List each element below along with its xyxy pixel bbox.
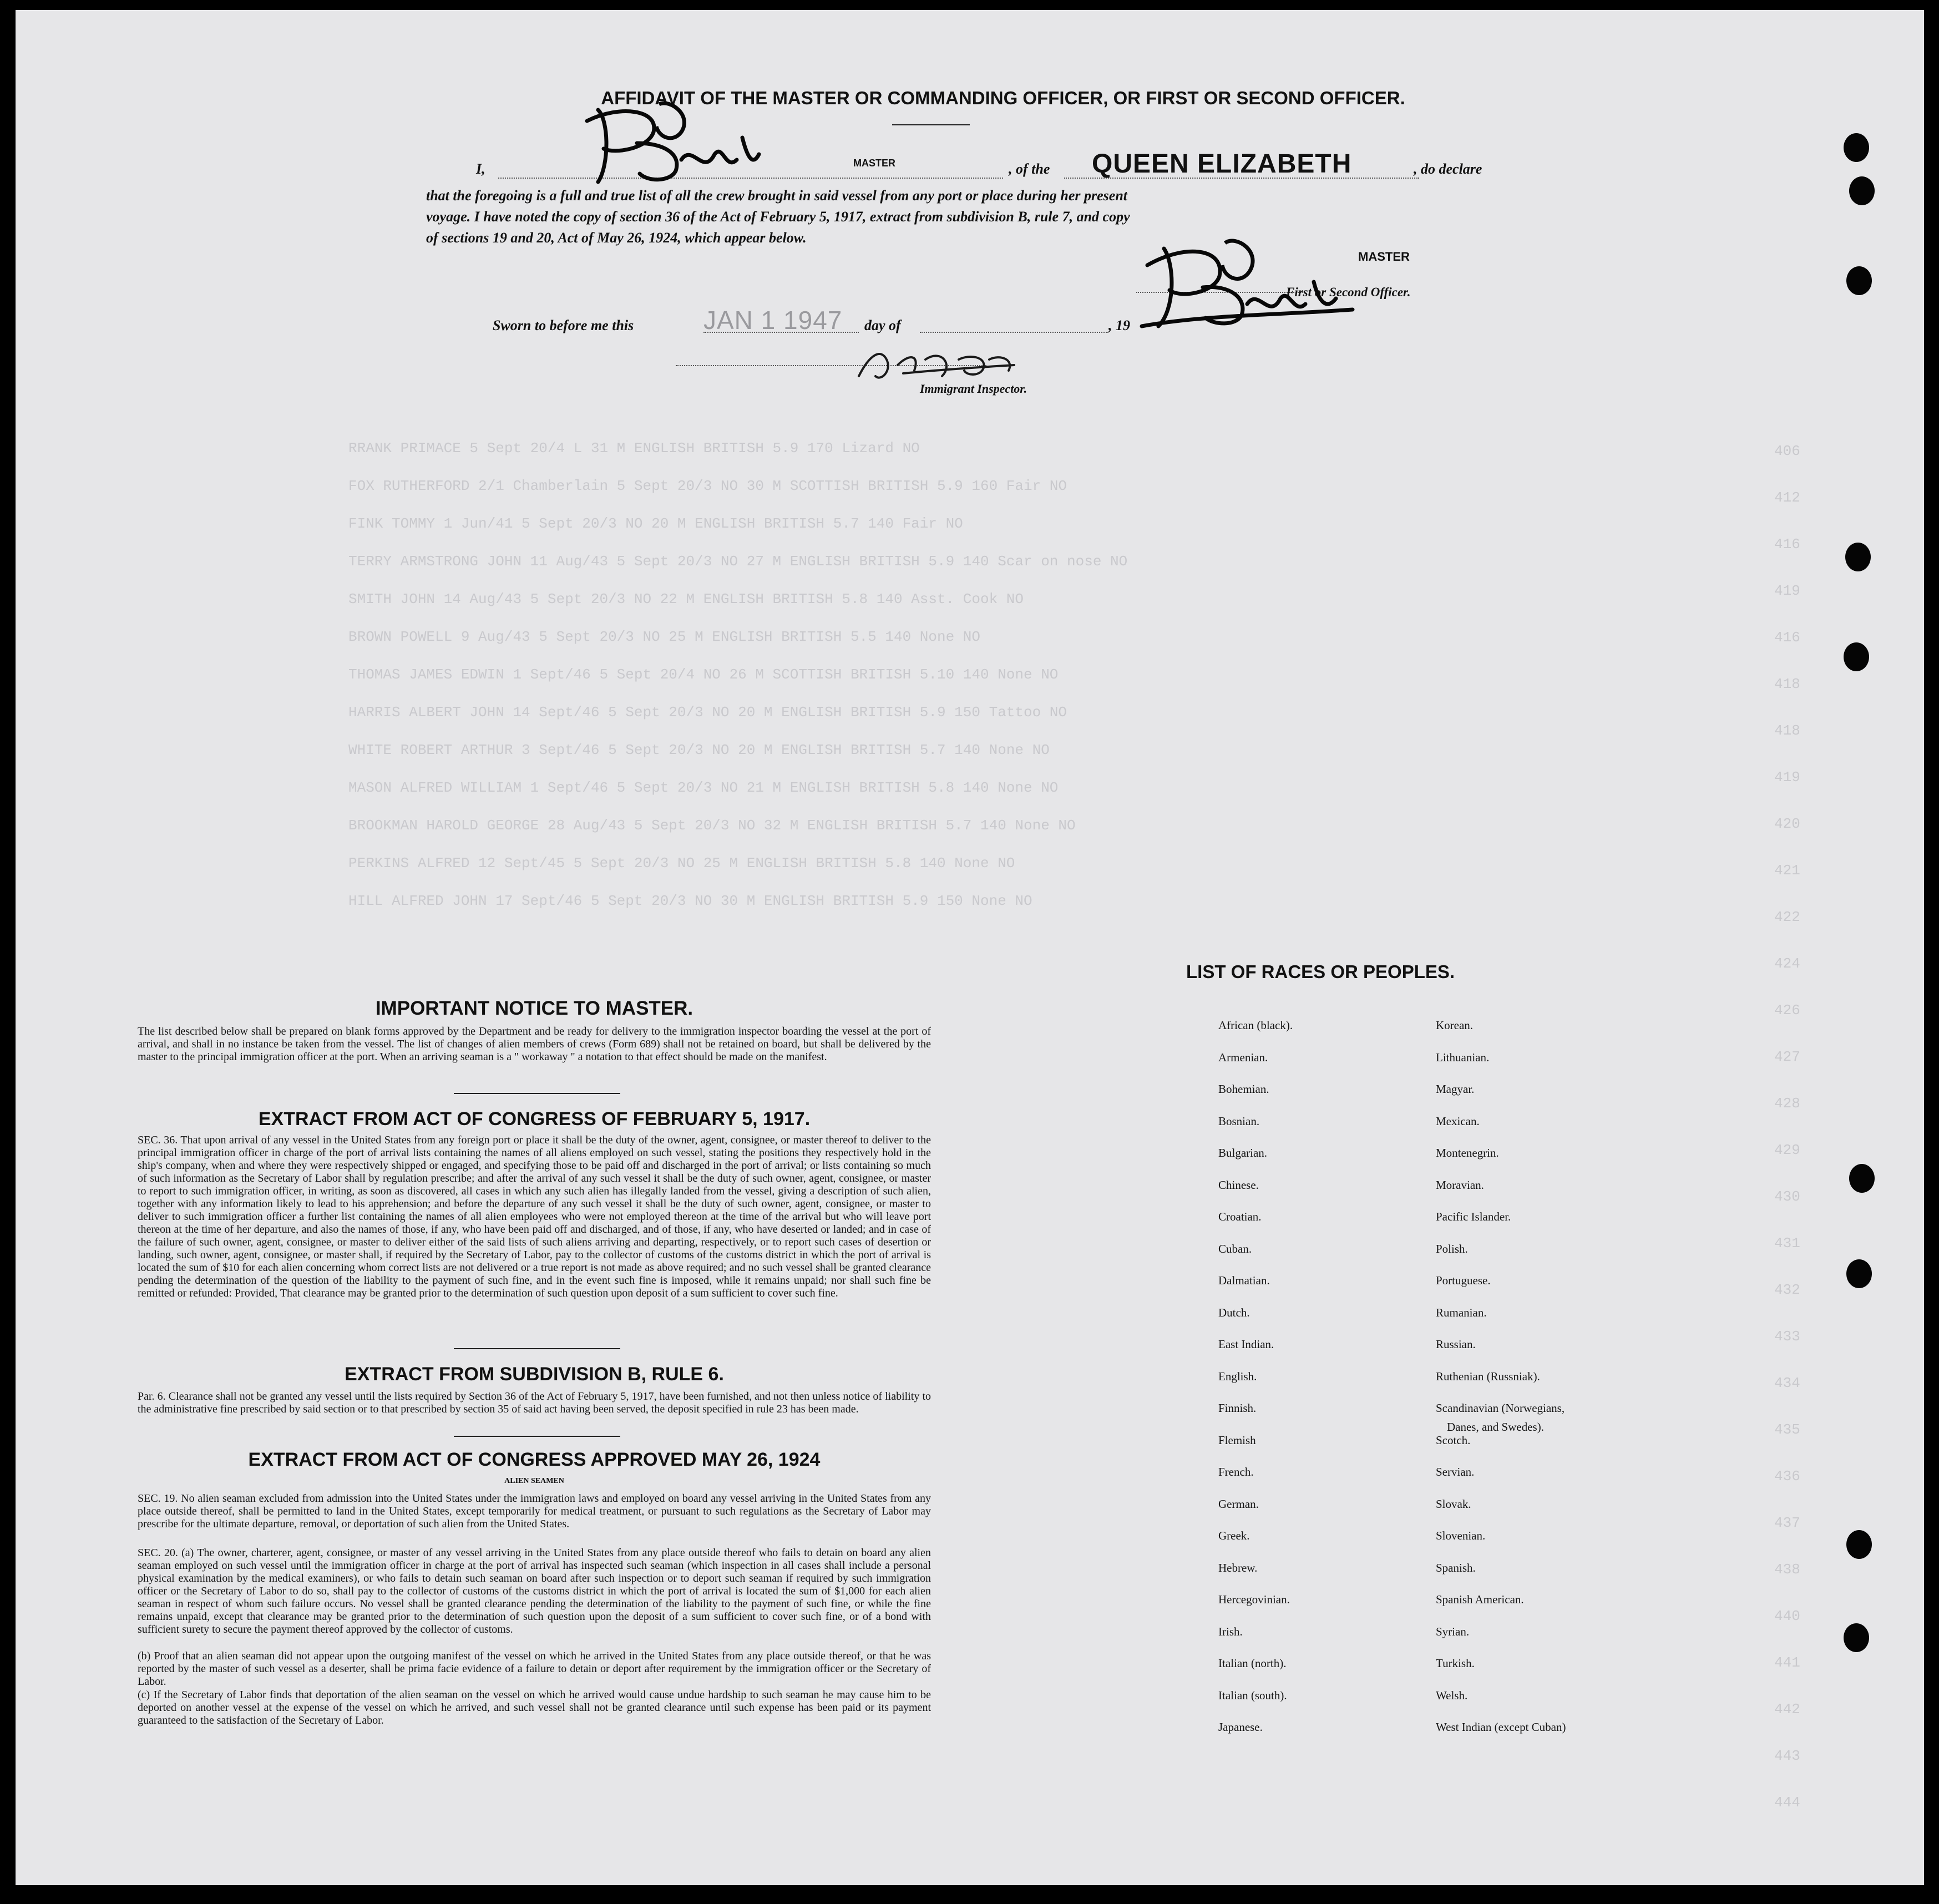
race-right-1: Lithuanian. — [1436, 1050, 1490, 1064]
ghost-row-number-21: 435 — [1774, 1421, 1800, 1438]
ghost-row-10: BROOKMAN HAROLD GEORGE 28 Aug/43 5 Sept 20/3 NO 32 M ENGLISH BRITISH 5.7 140 None NO — [348, 817, 1076, 834]
divider-2 — [454, 1348, 620, 1349]
affidavit-divider — [892, 124, 970, 125]
race-left-0: African (black). — [1218, 1019, 1293, 1032]
race-left-11: English. — [1218, 1369, 1257, 1383]
ghost-row-11: PERKINS ALFRED 12 Sept/45 5 Sept 20/3 NO 25 M ENGLISH BRITISH 5.8 140 None NO — [348, 855, 1015, 872]
punch-hole-6 — [1849, 1164, 1875, 1193]
manifest-page — [16, 10, 1924, 1885]
race-right-3: Mexican. — [1436, 1114, 1480, 1128]
race-left-21: Italian (south). — [1218, 1688, 1287, 1702]
affidavit-body-3: of sections 19 and 20, Act of May 26, 1924, which appear below. — [426, 230, 807, 246]
ghost-row-number-10: 422 — [1774, 909, 1800, 925]
race-left-12: Finnish. — [1218, 1401, 1257, 1415]
day-of-label: day of — [864, 317, 901, 333]
race-left-7: Cuban. — [1218, 1242, 1252, 1255]
ghost-row-0: RRANK PRIMACE 5 Sept 20/4 L 31 M ENGLISH BRITISH 5.9 170 Lizard NO — [348, 440, 920, 457]
race-left-19: Irish. — [1218, 1624, 1243, 1638]
race-right-11: Ruthenian (Russniak). — [1436, 1369, 1540, 1383]
race-right-12: Scandinavian (Norwegians, — [1436, 1401, 1565, 1415]
ghost-row-number-27: 442 — [1774, 1701, 1800, 1718]
month-line — [920, 332, 1108, 333]
ghost-row-number-4: 416 — [1774, 629, 1800, 646]
ghost-row-number-7: 419 — [1774, 769, 1800, 786]
race-right-9: Rumanian. — [1436, 1305, 1487, 1319]
master-signature-top — [576, 99, 787, 199]
race-right-22: West Indian (except Cuban) — [1436, 1720, 1566, 1734]
punch-hole-8 — [1846, 1530, 1872, 1559]
race-right-4: Montenegrin. — [1436, 1146, 1499, 1159]
affidavit-heading: AFFIDAVIT OF THE MASTER OR COMMANDING OFFICER, OR FIRST OR SECOND OFFICER. — [601, 88, 1405, 108]
extract-1917-body: SEC. 36. That upon arrival of any vessel in the United States from any foreign port or place it shall be the duty of the owner, agent, consignee, or master thereof to deliver to the principal immigration officer in charge of the port of arrival lists containing the names of all aliens employed on such vessel, stating the positions they respectively hold in the ship's company, when and where they were respectively shipped or engaged, and specifying those to be paid off and discharged in the port of arrival; or lists containing so much of such information as the Secretary of Labor shall by regulation prescribe; and after the arrival of any such vessel it shall be the duty of such owner, agent, consignee, or master to report to such immigration officer, in writing, as soon as discovered, all cases in which any such alien has illegally landed from the vessel, giving a description of such alien, together with any information likely to lead to his apprehension; and before the departure of any such vessel it shall be the duty of such owner, agent, consignee, or master to deliver to such immigration officer a further list containing the names of all alien employees who were not employed thereon at the time of the arrival but who will leave port thereon at the time of her departure, and also the names of those, if any, who have been paid off and discharged, and of those, if any, who have deserted or landed; and in case of the failure of such owner, agent, consignee, or master to deliver either of the said lists of such aliens arriving and departing, respectively, or to report such cases of desertion or landing, such owner, agent, consignee, or master shall, if required by the Secretary of Labor, pay to the collector of customs of the customs district in which the port of arrival is located the sum of $10 for each alien concerning whom correct lists are not delivered or a true report is not made as above required; and no such vessel shall be granted clearance pending the determination of the question of the liability to the payment of such fine, and in the event such fine is imposed, while it remains unpaid; nor shall such fine be remitted or refunded: Provided, That clearance may be granted prior to the determination of such question upon deposit of a sum sufficient to cover such fine. — [138, 1134, 931, 1299]
ghost-row-number-12: 426 — [1774, 1002, 1800, 1019]
ghost-row-number-2: 416 — [1774, 536, 1800, 553]
race-right-8: Portuguese. — [1436, 1274, 1491, 1287]
ghost-row-number-24: 438 — [1774, 1561, 1800, 1578]
ghost-row-6: THOMAS JAMES EDWIN 1 Sept/46 5 Sept 20/4 NO 26 M SCOTTISH BRITISH 5.10 140 None NO — [348, 666, 1059, 683]
race-right-0: Korean. — [1436, 1019, 1474, 1032]
race-right-18: Spanish American. — [1436, 1593, 1524, 1606]
inspector-signature — [848, 343, 1025, 387]
race-right-16: Slovenian. — [1436, 1529, 1486, 1542]
race-right-10: Russian. — [1436, 1338, 1476, 1351]
year-prefix: , 19 — [1108, 317, 1130, 333]
race-left-22: Japanese. — [1218, 1720, 1263, 1734]
ghost-row-4: SMITH JOHN 14 Aug/43 5 Sept 20/3 NO 22 M ENGLISH BRITISH 5.8 140 Asst. Cook NO — [348, 591, 1024, 607]
ghost-row-number-6: 418 — [1774, 722, 1800, 739]
ghost-row-number-26: 441 — [1774, 1654, 1800, 1671]
do-declare-label: , do declare — [1414, 161, 1482, 177]
sworn-label: Sworn to before me this — [493, 317, 634, 333]
ghost-row-number-8: 420 — [1774, 816, 1800, 832]
race-left-4: Bulgarian. — [1218, 1146, 1268, 1159]
signer-title: MASTER — [1358, 250, 1410, 264]
ghost-row-number-14: 428 — [1774, 1095, 1800, 1112]
ghost-row-number-5: 418 — [1774, 676, 1800, 692]
officer-caption: First or Second Officer. — [1286, 285, 1411, 299]
ghost-row-8: WHITE ROBERT ARTHUR 3 Sept/46 5 Sept 20/3 NO 20 M ENGLISH BRITISH 5.7 140 None NO — [348, 742, 1050, 758]
sec19-body: SEC. 19. No alien seaman excluded from admission into the United States under the immigration laws and employed on board any vessel arriving in the United States from any place outside thereof, shall be permitted to land in the United States, except temporarily for medical treatment, or pursuant to such regulations as the Secretary of Labor may prescribe for the ultimate departure, removal, or deportation of such alien from the United States. — [138, 1492, 931, 1530]
punch-hole-4 — [1845, 543, 1871, 571]
ghost-row-9: MASON ALFRED WILLIAM 1 Sept/46 5 Sept 20/3 NO 21 M ENGLISH BRITISH 5.8 140 None NO — [348, 779, 1059, 796]
ghost-row-number-22: 436 — [1774, 1468, 1800, 1485]
punch-hole-2 — [1849, 176, 1875, 205]
race-left-6: Croatian. — [1218, 1210, 1262, 1223]
race-left-1: Armenian. — [1218, 1050, 1268, 1064]
race-right-2: Magyar. — [1436, 1082, 1475, 1096]
race-left-5: Chinese. — [1218, 1178, 1259, 1192]
ghost-row-number-15: 429 — [1774, 1142, 1800, 1158]
punch-hole-3 — [1846, 266, 1872, 295]
ghost-row-number-0: 406 — [1774, 443, 1800, 459]
race-right-13: Scotch. — [1436, 1433, 1471, 1447]
affidavit-i: I, — [476, 161, 485, 177]
ghost-row-5: BROWN POWELL 9 Aug/43 5 Sept 20/3 NO 25 M ENGLISH BRITISH 5.5 140 None NO — [348, 629, 980, 645]
notice-body: The list described below shall be prepared on blank forms approved by the Department and be ready for delivery to the immigration inspector boarding the vessel at the port of arrival, and shall in no instance be taken from the vessel. The list of changes of alien members of crews (Form 689) shall not be retained on board, but shall be delivered by the master to the principal immigration officer at the port. When an arriving seaman is a " workaway " a notation to that effect should be made on the manifest. — [138, 1025, 931, 1063]
ghost-row-number-13: 427 — [1774, 1049, 1800, 1065]
race-left-13: Flemish — [1218, 1433, 1256, 1447]
punch-hole-9 — [1844, 1623, 1869, 1652]
sec20c-body: (c) If the Secretary of Labor finds that deportation of the alien seaman on the vessel on which he arrived would cause undue hardship to such seaman he may cause him to be deported on another vessel at the expense of the vessel on which he arrived, and such vessel shall not be granted clearance until such expense has been paid or its payment guaranteed to the satisfaction of the Secretary of Labor. — [138, 1689, 931, 1726]
ghost-row-number-3: 419 — [1774, 583, 1800, 599]
ghost-row-1: FOX RUTHERFORD 2/1 Chamberlain 5 Sept 20/3 NO 30 M SCOTTISH BRITISH 5.9 160 Fair NO — [348, 478, 1067, 494]
race-right-15: Slovak. — [1436, 1497, 1471, 1511]
extract-1924-subtitle: ALIEN SEAMEN — [504, 1477, 564, 1485]
race-right-17: Spanish. — [1436, 1561, 1476, 1574]
divider-1 — [454, 1093, 620, 1094]
punch-hole-1 — [1844, 133, 1869, 162]
divider-3 — [454, 1436, 620, 1437]
ghost-row-number-19: 433 — [1774, 1328, 1800, 1345]
vessel-name: QUEEN ELIZABETH — [1092, 149, 1352, 179]
ghost-row-number-23: 437 — [1774, 1515, 1800, 1531]
affidavit-body-1: that the foregoing is a full and true list of all the crew brought in said vessel from any port or place during her present — [426, 188, 1128, 204]
race-left-10: East Indian. — [1218, 1338, 1274, 1351]
race-left-16: Greek. — [1218, 1529, 1250, 1542]
punch-hole-7 — [1846, 1259, 1872, 1288]
race-scandinavian-cont: Danes, and Swedes). — [1447, 1420, 1544, 1434]
master-label: MASTER — [853, 158, 895, 169]
inspector-caption: Immigrant Inspector. — [920, 382, 1027, 396]
ghost-row-number-11: 424 — [1774, 955, 1800, 972]
ghost-row-number-9: 421 — [1774, 862, 1800, 879]
race-left-8: Dalmatian. — [1218, 1274, 1270, 1287]
race-left-2: Bohemian. — [1218, 1082, 1269, 1096]
ghost-row-2: FINK TOMMY 1 Jun/41 5 Sept 20/3 NO 20 M ENGLISH BRITISH 5.7 140 Fair NO — [348, 515, 963, 532]
extract-1917-title: EXTRACT FROM ACT OF CONGRESS OF FEBRUARY 5, 1917. — [258, 1108, 811, 1130]
ghost-row-number-17: 431 — [1774, 1235, 1800, 1252]
race-right-21: Welsh. — [1436, 1688, 1468, 1702]
extract-rule6-title: EXTRACT FROM SUBDIVISION B, RULE 6. — [345, 1364, 724, 1385]
race-right-5: Moravian. — [1436, 1178, 1484, 1192]
ghost-row-number-25: 440 — [1774, 1608, 1800, 1624]
race-left-20: Italian (north). — [1218, 1657, 1287, 1670]
ghost-row-number-28: 443 — [1774, 1748, 1800, 1764]
extract-1924-title: EXTRACT FROM ACT OF CONGRESS APPROVED MAY 26, 1924 — [248, 1449, 821, 1470]
race-left-18: Hercegovinian. — [1218, 1593, 1290, 1606]
sec20b-body: (b) Proof that an alien seaman did not appear upon the outgoing manifest of the vessel on which he arrived in the United States from any place outside thereof, or that he was reported by the master of such vessel as a deserter, shall be prima facie evidence of a failure to detain or deport after requirement by the immigration officer or the Secretary of Labor. — [138, 1650, 931, 1688]
race-left-17: Hebrew. — [1218, 1561, 1258, 1574]
races-title: LIST OF RACES OR PEOPLES. — [1186, 961, 1455, 982]
punch-hole-5 — [1844, 642, 1869, 671]
race-left-14: French. — [1218, 1465, 1254, 1478]
date-stamp: JAN 1 1947 — [703, 306, 843, 335]
ghost-row-3: TERRY ARMSTRONG JOHN 11 Aug/43 5 Sept 20/3 NO 27 M ENGLISH BRITISH 5.9 140 Scar on nose NO — [348, 553, 1128, 570]
race-right-19: Syrian. — [1436, 1624, 1470, 1638]
ghost-row-number-16: 430 — [1774, 1188, 1800, 1205]
race-right-6: Pacific Islander. — [1436, 1210, 1511, 1223]
race-left-3: Bosnian. — [1218, 1114, 1260, 1128]
ghost-row-12: HILL ALFRED JOHN 17 Sept/46 5 Sept 20/3 NO 30 M ENGLISH BRITISH 5.9 150 None NO — [348, 893, 1032, 909]
sworn-line — [493, 306, 1214, 337]
ghost-row-7: HARRIS ALBERT JOHN 14 Sept/46 5 Sept 20/3 NO 20 M ENGLISH BRITISH 5.9 150 Tattoo NO — [348, 704, 1067, 721]
extract-rule6-body: Par. 6. Clearance shall not be granted any vessel until the lists required by Section 36 of the Act of February 5, 1917, have been furnished, and not then unless notice of liability to the administrative fine prescribed by said section or to that prescribed by section 35 of said act having been served, the deposit specified in rule 23 has been made. — [138, 1390, 931, 1415]
of-the-label: , of the — [1009, 161, 1050, 177]
race-right-7: Polish. — [1436, 1242, 1468, 1255]
ghost-row-number-18: 432 — [1774, 1282, 1800, 1298]
master-signature-bottom — [1136, 232, 1358, 337]
ghost-row-number-20: 434 — [1774, 1375, 1800, 1391]
race-right-14: Servian. — [1436, 1465, 1475, 1478]
race-right-20: Turkish. — [1436, 1657, 1475, 1670]
ghost-row-number-29: 444 — [1774, 1794, 1800, 1811]
notice-title: IMPORTANT NOTICE TO MASTER. — [375, 997, 693, 1019]
affidavit-body-2: voyage. I have noted the copy of section 36 of the Act of February 5, 1917, extract from subdivision B, rule 7, and copy — [426, 209, 1130, 225]
race-left-15: German. — [1218, 1497, 1259, 1511]
ghost-row-number-1: 412 — [1774, 489, 1800, 506]
race-left-9: Dutch. — [1218, 1305, 1250, 1319]
sec20a-body: SEC. 20. (a) The owner, charterer, agent, consignee, or master of any vessel arriving in the United States from any place outside thereof who fails to detain on board any alien seaman employed on such vessel until the immigration officer in charge at the port of arrival has inspected such seaman (which inspection in all cases shall include a personal physical examination by the medical examiners), or who fails to detain such seaman on board after such inspection or to deport such seaman if required by such immigration officer or the Secretary of Labor to do so, shall pay to the collector of customs of the customs district in which the port of arrival is located the sum of $1,000 for each alien seaman in respect of whom such failure occurs. No vessel shall be granted clearance pending the determination of the liability to the payment of such fine, or while the fine remains unpaid, except that clearance may be granted prior to the determination of such question upon the deposit of a sum sufficient to cover such fine, or of a bond with sufficient surety to secure the payment thereof approved by the collector of customs. — [138, 1547, 931, 1635]
